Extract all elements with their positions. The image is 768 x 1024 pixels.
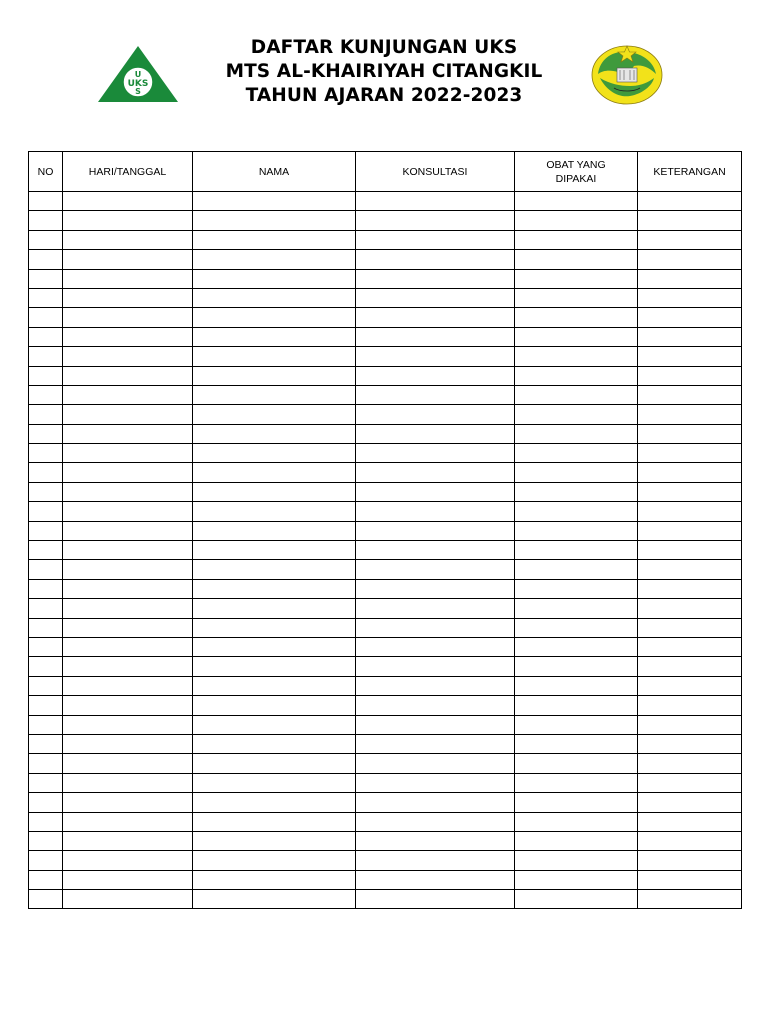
table-cell-date[interactable] — [63, 327, 193, 346]
visit-log-table — [28, 151, 742, 909]
table-cell-notes[interactable] — [638, 230, 742, 249]
table-cell-medicine[interactable] — [515, 502, 638, 521]
table-cell-notes[interactable] — [638, 192, 742, 211]
table-cell-consultation[interactable] — [356, 405, 515, 424]
table-cell-notes[interactable] — [638, 754, 742, 773]
table-row — [29, 715, 742, 734]
table-cell-date[interactable] — [63, 618, 193, 637]
table-cell-notes[interactable] — [638, 657, 742, 676]
table-cell-date[interactable] — [63, 657, 193, 676]
table-row — [29, 463, 742, 482]
table-cell-date[interactable] — [63, 230, 193, 249]
column-header-consultation: KONSULTASI — [356, 152, 515, 192]
table-cell-consultation[interactable] — [356, 288, 515, 307]
table-cell-consultation[interactable] — [356, 754, 515, 773]
table-row — [29, 696, 742, 715]
table-cell-no[interactable] — [29, 734, 63, 753]
table-row — [29, 230, 742, 249]
column-header-medicine-label: OBAT YANG DIPAKAI — [546, 158, 606, 185]
table-cell-medicine[interactable] — [515, 288, 638, 307]
table-cell-medicine[interactable] — [515, 793, 638, 812]
table-row — [29, 424, 742, 443]
table-cell-consultation[interactable] — [356, 831, 515, 850]
table-cell-notes[interactable] — [638, 560, 742, 579]
table-cell-no[interactable] — [29, 793, 63, 812]
table-cell-name[interactable] — [193, 269, 356, 288]
table-row — [29, 831, 742, 850]
table-row — [29, 308, 742, 327]
table-cell-no[interactable] — [29, 560, 63, 579]
table-cell-name[interactable] — [193, 579, 356, 598]
table-cell-consultation[interactable] — [356, 385, 515, 404]
table-cell-notes[interactable] — [638, 851, 742, 870]
table-cell-no[interactable] — [29, 637, 63, 656]
document-header — [0, 0, 768, 140]
table-cell-date[interactable] — [63, 831, 193, 850]
table-cell-notes[interactable] — [638, 579, 742, 598]
table-row — [29, 734, 742, 753]
table-cell-medicine[interactable] — [515, 657, 638, 676]
uks-logo-letter-middle: UKS — [127, 79, 149, 89]
table-cell-date[interactable] — [63, 696, 193, 715]
table-cell-no[interactable] — [29, 502, 63, 521]
table-cell-no[interactable] — [29, 754, 63, 773]
table-header-row — [29, 152, 742, 192]
table-cell-name[interactable] — [193, 754, 356, 773]
title-line-3: TAHUN AJARAN 2022-2023 — [245, 85, 523, 106]
table-cell-name[interactable] — [193, 211, 356, 230]
table-cell-no[interactable] — [29, 192, 63, 211]
table-cell-date[interactable] — [63, 754, 193, 773]
table-cell-notes[interactable] — [638, 599, 742, 618]
table-cell-notes[interactable] — [638, 793, 742, 812]
table-cell-name[interactable] — [193, 676, 356, 695]
table-cell-no[interactable] — [29, 482, 63, 501]
table-row — [29, 405, 742, 424]
table-cell-medicine[interactable] — [515, 870, 638, 889]
table-cell-notes[interactable] — [638, 327, 742, 346]
table-cell-consultation[interactable] — [356, 521, 515, 540]
table-cell-medicine[interactable] — [515, 444, 638, 463]
table-row — [29, 541, 742, 560]
table-cell-date[interactable] — [63, 734, 193, 753]
table-cell-medicine[interactable] — [515, 424, 638, 443]
table-cell-no[interactable] — [29, 715, 63, 734]
table-cell-name[interactable] — [193, 502, 356, 521]
table-body — [29, 192, 742, 909]
table-cell-consultation[interactable] — [356, 715, 515, 734]
column-header-date: HARI/TANGGAL — [63, 152, 193, 192]
table-cell-consultation[interactable] — [356, 890, 515, 909]
table-cell-date[interactable] — [63, 773, 193, 792]
table-cell-medicine[interactable] — [515, 637, 638, 656]
table-cell-no[interactable] — [29, 599, 63, 618]
table-row — [29, 773, 742, 792]
table-cell-medicine[interactable] — [515, 521, 638, 540]
table-cell-name[interactable] — [193, 385, 356, 404]
table-cell-date[interactable] — [63, 211, 193, 230]
table-cell-name[interactable] — [193, 541, 356, 560]
table-cell-no[interactable] — [29, 773, 63, 792]
table-cell-notes[interactable] — [638, 637, 742, 656]
table-cell-date[interactable] — [63, 405, 193, 424]
table-cell-no[interactable] — [29, 366, 63, 385]
table-cell-name[interactable] — [193, 890, 356, 909]
column-header-medicine — [515, 152, 638, 192]
table-row — [29, 637, 742, 656]
table-cell-medicine[interactable] — [515, 366, 638, 385]
table-row — [29, 347, 742, 366]
table-row — [29, 502, 742, 521]
table-cell-medicine[interactable] — [515, 269, 638, 288]
table-cell-medicine[interactable] — [515, 676, 638, 695]
table-cell-name[interactable] — [193, 521, 356, 540]
table-cell-no[interactable] — [29, 870, 63, 889]
table-cell-consultation[interactable] — [356, 541, 515, 560]
table-cell-consultation[interactable] — [356, 347, 515, 366]
table-cell-date[interactable] — [63, 793, 193, 812]
table-cell-consultation[interactable] — [356, 870, 515, 889]
table-cell-notes[interactable] — [638, 890, 742, 909]
table-cell-name[interactable] — [193, 327, 356, 346]
table-cell-name[interactable] — [193, 230, 356, 249]
table-cell-no[interactable] — [29, 521, 63, 540]
table-cell-no[interactable] — [29, 579, 63, 598]
table-cell-date[interactable] — [63, 541, 193, 560]
table-cell-consultation[interactable] — [356, 463, 515, 482]
table-cell-date[interactable] — [63, 812, 193, 831]
table-cell-consultation[interactable] — [356, 696, 515, 715]
table-cell-date[interactable] — [63, 347, 193, 366]
column-header-no: NO — [29, 152, 63, 192]
table-cell-medicine[interactable] — [515, 599, 638, 618]
table-cell-medicine[interactable] — [515, 754, 638, 773]
table-cell-name[interactable] — [193, 657, 356, 676]
table-cell-notes[interactable] — [638, 211, 742, 230]
table-cell-consultation[interactable] — [356, 637, 515, 656]
table-cell-name[interactable] — [193, 560, 356, 579]
table-cell-medicine[interactable] — [515, 715, 638, 734]
table-cell-medicine[interactable] — [515, 385, 638, 404]
table-cell-medicine[interactable] — [515, 463, 638, 482]
table-cell-no[interactable] — [29, 230, 63, 249]
table-cell-date[interactable] — [63, 715, 193, 734]
table-cell-consultation[interactable] — [356, 618, 515, 637]
table-cell-date[interactable] — [63, 269, 193, 288]
table-row — [29, 870, 742, 889]
table-cell-name[interactable] — [193, 192, 356, 211]
table-cell-name[interactable] — [193, 734, 356, 753]
table-cell-name[interactable] — [193, 793, 356, 812]
table-cell-medicine[interactable] — [515, 831, 638, 850]
table-cell-date[interactable] — [63, 482, 193, 501]
table-cell-medicine[interactable] — [515, 560, 638, 579]
table-row — [29, 851, 742, 870]
table-cell-consultation[interactable] — [356, 599, 515, 618]
table-cell-medicine[interactable] — [515, 812, 638, 831]
table-cell-name[interactable] — [193, 637, 356, 656]
table-cell-no[interactable] — [29, 812, 63, 831]
table-cell-name[interactable] — [193, 618, 356, 637]
table-cell-date[interactable] — [63, 463, 193, 482]
table-cell-notes[interactable] — [638, 618, 742, 637]
table-cell-notes[interactable] — [638, 308, 742, 327]
table-row — [29, 754, 742, 773]
table-cell-consultation[interactable] — [356, 424, 515, 443]
table-cell-consultation[interactable] — [356, 502, 515, 521]
table-cell-date[interactable] — [63, 192, 193, 211]
table-cell-notes[interactable] — [638, 385, 742, 404]
table-row — [29, 288, 742, 307]
table-row — [29, 211, 742, 230]
table-cell-name[interactable] — [193, 366, 356, 385]
table-cell-medicine[interactable] — [515, 211, 638, 230]
table-row — [29, 890, 742, 909]
table-row — [29, 657, 742, 676]
table-cell-name[interactable] — [193, 288, 356, 307]
table-row — [29, 250, 742, 269]
table-cell-no[interactable] — [29, 676, 63, 695]
document-title — [184, 36, 584, 108]
table-cell-name[interactable] — [193, 347, 356, 366]
table-cell-no[interactable] — [29, 424, 63, 443]
table-cell-notes[interactable] — [638, 444, 742, 463]
table-cell-consultation[interactable] — [356, 773, 515, 792]
table-cell-notes[interactable] — [638, 734, 742, 753]
table-cell-medicine[interactable] — [515, 734, 638, 753]
table-cell-consultation[interactable] — [356, 482, 515, 501]
table-cell-date[interactable] — [63, 308, 193, 327]
table-cell-consultation[interactable] — [356, 327, 515, 346]
table-cell-notes[interactable] — [638, 424, 742, 443]
table-cell-consultation[interactable] — [356, 192, 515, 211]
table-cell-consultation[interactable] — [356, 657, 515, 676]
table-cell-notes[interactable] — [638, 831, 742, 850]
table-cell-notes[interactable] — [638, 773, 742, 792]
table-cell-medicine[interactable] — [515, 192, 638, 211]
table-cell-medicine[interactable] — [515, 250, 638, 269]
table-row — [29, 793, 742, 812]
table-cell-date[interactable] — [63, 385, 193, 404]
table-cell-date[interactable] — [63, 599, 193, 618]
table-cell-name[interactable] — [193, 599, 356, 618]
table-cell-medicine[interactable] — [515, 618, 638, 637]
table-cell-consultation[interactable] — [356, 560, 515, 579]
table-cell-notes[interactable] — [638, 463, 742, 482]
table-cell-name[interactable] — [193, 308, 356, 327]
table-cell-name[interactable] — [193, 812, 356, 831]
table-cell-date[interactable] — [63, 521, 193, 540]
table-cell-name[interactable] — [193, 715, 356, 734]
table-cell-medicine[interactable] — [515, 347, 638, 366]
table-cell-consultation[interactable] — [356, 812, 515, 831]
table-cell-consultation[interactable] — [356, 793, 515, 812]
table-cell-notes[interactable] — [638, 502, 742, 521]
column-header-name: NAMA — [193, 152, 356, 192]
table-cell-medicine[interactable] — [515, 773, 638, 792]
table-row — [29, 385, 742, 404]
table-cell-no[interactable] — [29, 463, 63, 482]
table-cell-consultation[interactable] — [356, 579, 515, 598]
table-cell-notes[interactable] — [638, 347, 742, 366]
table-cell-medicine[interactable] — [515, 230, 638, 249]
column-header-notes: KETERANGAN — [638, 152, 742, 192]
table-cell-no[interactable] — [29, 696, 63, 715]
title-line-1: DAFTAR KUNJUNGAN UKS — [250, 37, 518, 58]
table-cell-consultation[interactable] — [356, 676, 515, 695]
table-cell-date[interactable] — [63, 579, 193, 598]
table-cell-notes[interactable] — [638, 541, 742, 560]
table-cell-date[interactable] — [63, 502, 193, 521]
table-cell-no[interactable] — [29, 541, 63, 560]
table-cell-notes[interactable] — [638, 482, 742, 501]
table-cell-name[interactable] — [193, 851, 356, 870]
table-row — [29, 618, 742, 637]
table-cell-no[interactable] — [29, 250, 63, 269]
table-cell-notes[interactable] — [638, 250, 742, 269]
table-cell-date[interactable] — [63, 870, 193, 889]
table-cell-no[interactable] — [29, 385, 63, 404]
table-cell-no[interactable] — [29, 405, 63, 424]
table-cell-medicine[interactable] — [515, 541, 638, 560]
table-cell-name[interactable] — [193, 696, 356, 715]
table-cell-medicine[interactable] — [515, 327, 638, 346]
table-cell-medicine[interactable] — [515, 696, 638, 715]
table-cell-notes[interactable] — [638, 715, 742, 734]
table-cell-name[interactable] — [193, 405, 356, 424]
table-cell-no[interactable] — [29, 851, 63, 870]
table-cell-medicine[interactable] — [515, 851, 638, 870]
table-row — [29, 579, 742, 598]
table-cell-date[interactable] — [63, 560, 193, 579]
table-cell-name[interactable] — [193, 831, 356, 850]
table-cell-date[interactable] — [63, 851, 193, 870]
table-row — [29, 366, 742, 385]
table-cell-consultation[interactable] — [356, 851, 515, 870]
table-cell-notes[interactable] — [638, 288, 742, 307]
table-cell-no[interactable] — [29, 657, 63, 676]
uks-logo-letter-top: U — [134, 70, 142, 79]
table-cell-name[interactable] — [193, 482, 356, 501]
table-row — [29, 192, 742, 211]
table-row — [29, 444, 742, 463]
table-cell-name[interactable] — [193, 424, 356, 443]
table-cell-no[interactable] — [29, 288, 63, 307]
uks-logo-letter-bottom: S — [135, 87, 141, 96]
table-row — [29, 269, 742, 288]
table-cell-consultation[interactable] — [356, 230, 515, 249]
table-cell-consultation[interactable] — [356, 308, 515, 327]
table-row — [29, 327, 742, 346]
table-row — [29, 560, 742, 579]
table-row — [29, 676, 742, 695]
table-cell-medicine[interactable] — [515, 405, 638, 424]
table-cell-notes[interactable] — [638, 366, 742, 385]
table-cell-notes[interactable] — [638, 405, 742, 424]
table-cell-name[interactable] — [193, 870, 356, 889]
table-cell-notes[interactable] — [638, 521, 742, 540]
table-cell-notes[interactable] — [638, 696, 742, 715]
table-cell-no[interactable] — [29, 347, 63, 366]
table-cell-date[interactable] — [63, 424, 193, 443]
table-cell-consultation[interactable] — [356, 444, 515, 463]
table-cell-no[interactable] — [29, 269, 63, 288]
table-cell-no[interactable] — [29, 327, 63, 346]
school-emblem-logo — [590, 42, 664, 106]
table-cell-notes[interactable] — [638, 676, 742, 695]
table-cell-notes[interactable] — [638, 812, 742, 831]
table-cell-consultation[interactable] — [356, 269, 515, 288]
table-cell-no[interactable] — [29, 618, 63, 637]
table-cell-medicine[interactable] — [515, 308, 638, 327]
table-row — [29, 521, 742, 540]
table-row — [29, 812, 742, 831]
table-cell-medicine[interactable] — [515, 890, 638, 909]
table-cell-no[interactable] — [29, 831, 63, 850]
table-row — [29, 599, 742, 618]
table-cell-no[interactable] — [29, 211, 63, 230]
table-cell-no[interactable] — [29, 308, 63, 327]
table-cell-notes[interactable] — [638, 870, 742, 889]
table-cell-name[interactable] — [193, 444, 356, 463]
table-cell-name[interactable] — [193, 773, 356, 792]
table-cell-date[interactable] — [63, 288, 193, 307]
table-cell-medicine[interactable] — [515, 482, 638, 501]
table-cell-consultation[interactable] — [356, 211, 515, 230]
table-cell-notes[interactable] — [638, 269, 742, 288]
table-cell-date[interactable] — [63, 366, 193, 385]
uks-logo — [96, 44, 180, 106]
table-cell-consultation[interactable] — [356, 250, 515, 269]
table-cell-name[interactable] — [193, 250, 356, 269]
table-cell-name[interactable] — [193, 463, 356, 482]
table-cell-medicine[interactable] — [515, 579, 638, 598]
table-cell-date[interactable] — [63, 637, 193, 656]
title-line-2: MTS AL-KHAIRIYAH CITANGKIL — [225, 61, 543, 82]
table-cell-date[interactable] — [63, 250, 193, 269]
table-cell-date[interactable] — [63, 890, 193, 909]
table-cell-no[interactable] — [29, 444, 63, 463]
table-cell-consultation[interactable] — [356, 734, 515, 753]
table-cell-date[interactable] — [63, 444, 193, 463]
table-row — [29, 482, 742, 501]
table-cell-no[interactable] — [29, 890, 63, 909]
table-cell-date[interactable] — [63, 676, 193, 695]
table-cell-consultation[interactable] — [356, 366, 515, 385]
